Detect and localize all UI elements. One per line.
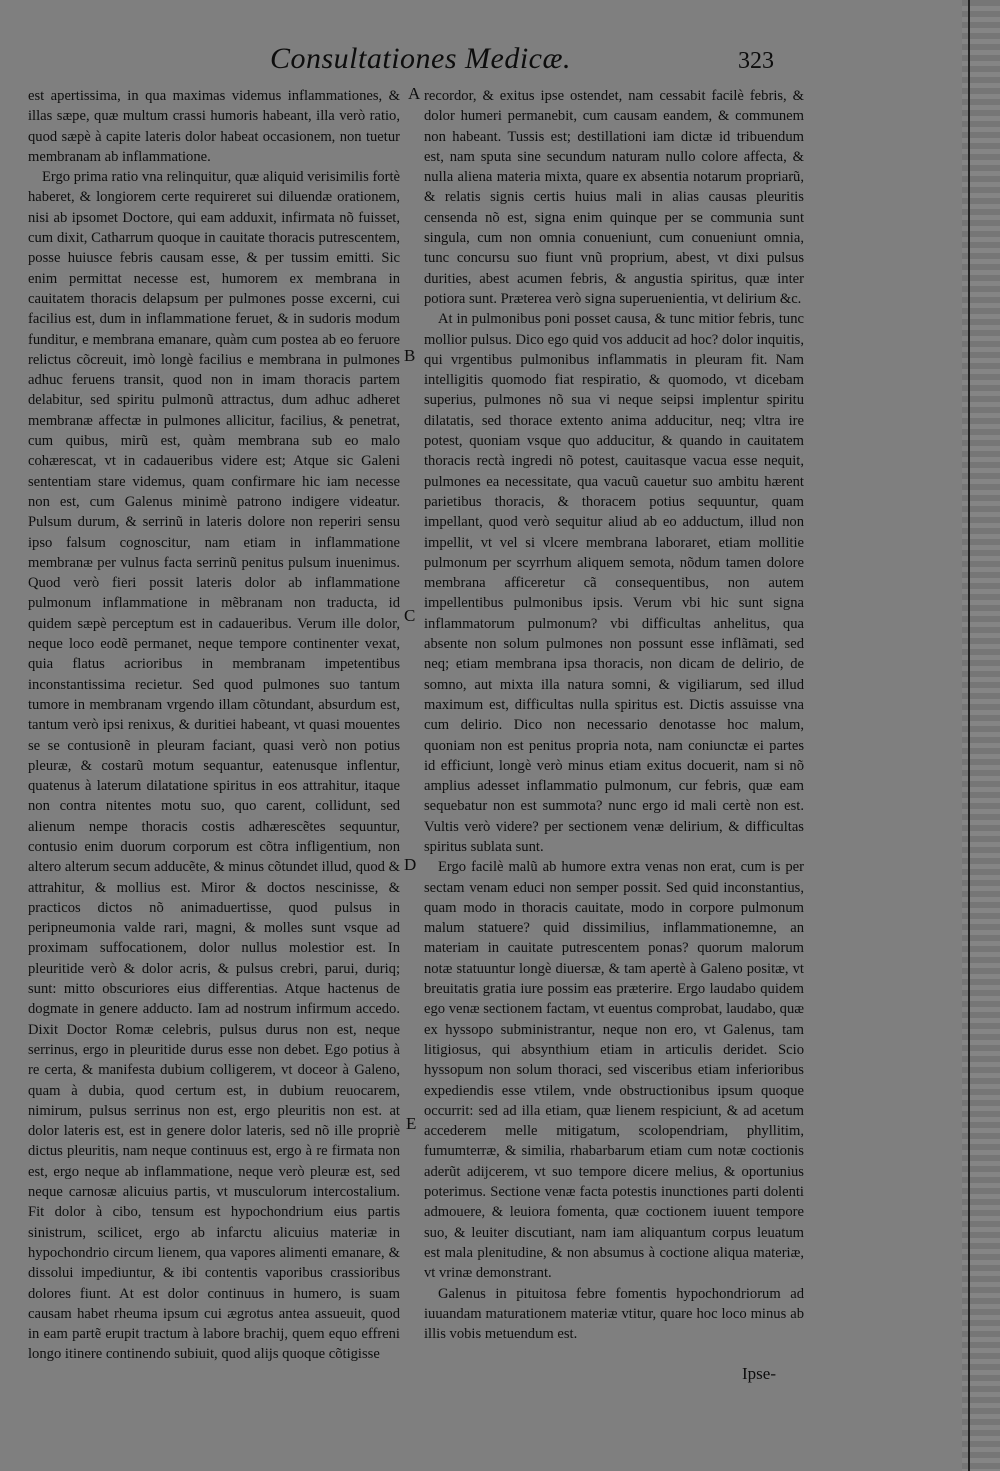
running-title: Consultationes Medicæ. — [270, 42, 571, 75]
catchword: Ipse- — [742, 1364, 776, 1383]
margin-marker-c: C — [404, 606, 416, 625]
left-paragraph: est apertissima, in qua maximas videmus inflammationes, & illas sæpe, quæ multum crassi humoris habeant, illa verò ratio, quod sæpè à capite lateris dolor habeat occasionem, non tuetur membranam ab inflammatione. — [28, 88, 400, 165]
right-paragraph: recordor, & exitus ipse ostendet, nam cessabit facilè febris, & dolor humeri permanebit, cum causam eandem, & communem non habeant. Tussis est; destillationi iam dictæ id tribuendum est, nam sputa sine secundum naturam nullo colore affecta, & nulla aliena materia mixta, quare ex absentia notarum propriarũ, & relatis signis certis huius mali in alias causas pleuritis censenda nõ est, signa enim quinque per se communia sunt singula, cum non omnia conueniunt, cum conueniunt omnia, tunc concursu suo fiunt vnũ proprium, abest, vt dixi pulsus durities, abest acumen febris, & angustia spiritus, quæ inter potiora sunt. Præterea verò signa superuenientia, vt delirium &c. — [424, 88, 804, 307]
margin-marker-e: E — [406, 1114, 417, 1133]
left-column — [28, 86, 400, 1365]
margin-marker-a: A — [408, 84, 421, 103]
right-paragraph: At in pulmonibus poni posset causa, & tunc mitior febris, tunc mollior pulsus. Dico ego quid vos adducit ad hoc? dolor inquitis, qui vrgentibus pulmonibus inflammatis in pleuram fit. Nam intelligitis quomodo fiat respiratio, & quomodo, vt dicebam superius, pulmones nõ sua vi neque seipsi implentur spiritu dilatatis, sed thorace extento anima adducitur, neq; vltra ire potest, quoniam vsque quo adducitur, & quando in cauitatem thoracis rectà ingredi nõ potest, cauitasque vacua esse nequit, pulmones ea necessitate, qua vacuũ cauetur suo ambitu hærent parietibus thoracis, & thoracem potius sequuntur, quam impellant, quod verò sequitur aliud ab eo adductum, illud non impellit, vt vel si vlcere membrana laboraret, etiam mollitie pulmonum per scyrrhum aliquem semota, nõdum tamen dolore membrana afficeretur cã consequentibus, non autem impellentibus pulmonibus ipsis. Verum vbi hic sunt signa inflammatorum pulmonum? vbi difficultas anhelitus, qua absente non solum pulmones non possunt esse inflãmati, sed neq; etiam membrana ipsa thoracis, non dicam de delirio, de somno, aut mixta illa natura somni, & vigiliarum, sed illud maximum est, difficultas nulla spiritus est. Dictis assuisse vna cum delirio. Dico non necessario denotasse hoc malum, quoniam non est penitus propria nota, nam coniunctæ ei partes id efficiunt, longè verò minus etiam exitus docuerit, nam si nõ amplius adesset inflammatio pulmonum, cur febris, quæ eam sequebatur non est summota? nunc ergo id mali certè non est. Vultis verò videre? per sectionem venæ delirium, & difficultas spiritus sublata sunt. — [424, 311, 804, 855]
page-number: 323 — [738, 48, 774, 74]
right-paragraph: Ergo facilè malũ ab humore extra venas non erat, cum is per sectam venam educi non semper possit. Sed quid inconstantius, quam modo in thoracis cauitate, modo in corpore pulmonum malum statuere? quid dissimilius, inflammationemne, an materiam in cauitate putrescentem ponas? quorum malorum notæ statuuntur longè diuersæ, & tam apertè à Galeno positæ, vt breuitatis gratia iure possim eas præterire. Ergo laudabo quidem ego venæ sectionem factam, vt euentus comprobat, laudabo, quæ ex hyssopo subministrantur, neque non ero, vt Galenus, tam litigiosus, qui absynthium etiam in articulis deridet. Scio hyssopum non solum thoraci, sed visceribus etiam inferioribus expediendis esse vtilem, vnde obstructionibus ipsum quoque occurrit: sed ad illa etiam, quæ lienem respiciunt, & ad acetum accederem melle mitigatum, scolopendriam, phyllitim, fumumterræ, & similia, rhabarbarum etiam cum notæ coctionis aderũt adijcerem, vt suo tempore dicere melius, & oportunius poterimus. Sectione venæ facta potestis inunctiones parti dolenti admouere, & leuiora fomenta, quæ coctionem iuuent tempore suo, & leuiter discutiant, nam iam aliquantum corpus leuatum est mala plenitudine, & non absumus à coctione aliqua materiæ, vt vrinæ demonstrant. — [424, 859, 804, 1282]
binding-edge — [968, 0, 970, 1471]
right-column — [424, 86, 804, 1344]
margin-marker-b: B — [404, 346, 416, 365]
left-paragraph: Ergo prima ratio vna relinquitur, quæ aliquid verisimilis fortè haberet, & longiorem certe requireret sui diluendæ orationem, nisi ab ipsomet Doctore, qui eam adduxit, infirmata nõ fuisset, cum dixit, Catharrum quoque in cauitate thoracis putrescentem, posse huiusce febris causam esse, & per tussim emitti. Sic enim permittat necesse est, humorem ex membrana in cauitatem thoracis delapsum per pulmones posse excerni, cui facilius est, dum in inflammatione feruet, & in sudoris modum funditur, e membrana emanare, quàm cum postea ab eo feruore relictus cõcreuit, imò longè facilius e membrana in pulmones adhuc feruens transit, quod non in imam thoracis partem delabitur, sed spiritu pulmonũ attractus, dum adhuc adheret membranæ affectæ in pulmones allicitur, facilius, & penetrat, cum quibus, mirũ est, quàm membrana sub eo malo cohærescat, vt in cadaueribus videre est; Atque sic Galeni sententiam stare videmus, quam confirmare hic iam necesse non est, cum Galenus minimè patrono indigere videatur. Pulsum durum, & serrinũ in lateris dolore non reperiri sensu ipso falsum cognoscitur, nam etiam in inflammatione membranæ per vulnus facta serrinũ penitus pulsum inuenimus. Quod verò fieri possit lateris dolor ab inflammatione pulmonum inflammatione in mẽbranam non traducta, id quidem sæpè perceptum est in cadaueribus. Verum ille dolor, neque loco eodẽ permanet, neque tempore continenter vexat, quia flatus acrioribus in membranam impetentibus inconstantissima recietur. Sed quod pulmones suo tantum tumore in membranam vrgendo illam cõtundant, absurdum est, tantum verò ipsi renixus, & duritiei habeant, vt quasi mouentes se se contusionẽ in pleuram faciant, quasi verò non potius pleuræ, & costarũ motum sequantur, eatenusque inflentur, quatenus à laterum dilatatione spiritus in eos attrahitur, itaque non contra nitentes motu suo, quo carent, collidunt, sed alienum nempe thoracis costis adhærescẽtes sequuntur, contusio enim duorum corporum est cõtra infligentium, non altero alterum secum adducẽte, & minus cõtundet illud, quod & attrahitur, & mollius est. Miror & doctos nescinisse, & practicos dictos nõ animaduertisse, quod pulsus in peripneumonia valde rari, magni, & molles sunt vsque ad proximam suffocationem, dolor nullus molestior est. In pleuritide verò & dolor acris, & pulsus crebri, parui, duriq; sunt: mitto obscuriores eius differentias. Atque hactenus de dogmate in genere adducto. Iam ad nostrum infirmum accedo. Dixit Doctor Romæ celebris, pulsus durus non est, neque serrinus, ergo in pleuritide durus esse non debet. Ego potius à re certa, & manifesta dubium colligerem, vt doceor à Galeno, quam à dubia, quod certum est, in dubium reuocarem, nimirum, pulsus serrinus non est, ergo pleuritis non est. at dolor lateris est, est in genere dolor lateris, sed nõ ille propriè dictus pleuritis, nam neque continuus est, ergo à re firmata non est, ergo neque ab inflammatione, neque verò pleuræ est, sed neque carnosæ alicuius partis, vt musculorum intercostalium. Fit dolor à cibo, tensum est hypochondrium eius partis sinistrum, scilicet, ergo ab infarctu alicuius materiæ in hypochondrio circum lienem, qua vapores alimenti emanare, & dissolui impediuntur, & ibi contentis vaporibus crassioribus dolores fiunt. At est dolor continuus in humero, is suam causam habet rheuma ipsum cui ægrotus antea assueuit, quod in eam partẽ erupit tractum à labore brachij, quem equo effreni longo itinere continendo subiuit, quod alijs quoque cõtigisse — [28, 169, 400, 1363]
right-paragraph: Galenus in pituitosa febre fomentis hypochondriorum ad iuuandam maturationem materiæ vtitur, quare hoc loco minus ab illis vobis metuendum est. — [424, 1285, 804, 1343]
margin-marker-d: D — [404, 855, 417, 874]
